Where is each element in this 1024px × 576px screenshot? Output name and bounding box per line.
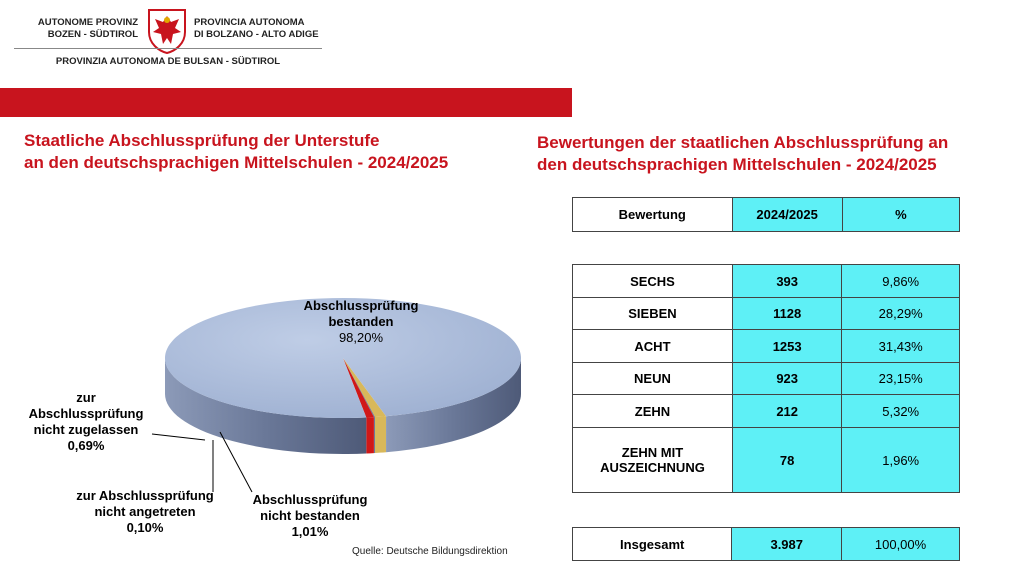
- header-cell-year: 2024/2025: [732, 198, 842, 232]
- grade-percent: 5,32%: [842, 395, 960, 428]
- chart-title-line1: Staatliche Abschlussprüfung der Unterstufe: [24, 131, 380, 150]
- table-row: [573, 265, 960, 298]
- grade-label: NEUN: [573, 363, 733, 395]
- header-right-line1: PROVINCIA AUTONOMA: [194, 17, 305, 28]
- grade-label: ACHT: [573, 330, 733, 363]
- table-title: [537, 132, 1017, 176]
- chart-title-line2: an den deutschsprachigen Mittelschulen - 2024/2025: [24, 153, 449, 172]
- grade-label: ZEHN: [573, 395, 733, 428]
- label-not-passed-value: 1,01%: [291, 524, 329, 539]
- total-row: [573, 528, 960, 561]
- label-not-attended-line1: zur Abschlussprüfung: [76, 488, 214, 503]
- table-title-line1: Bewertungen der staatlichen Abschlussprüfung an: [537, 133, 949, 152]
- leader-line-not-admitted: [152, 434, 205, 440]
- grade-label: SIEBEN: [573, 298, 733, 330]
- grade-percent: 23,15%: [842, 363, 960, 395]
- grade-count: 1128: [732, 298, 841, 330]
- label-not-admitted-line2: Abschlussprüfung: [28, 406, 144, 421]
- label-not-attended-value: 0,10%: [126, 520, 164, 535]
- label-not-passed-line2: nicht bestanden: [260, 508, 360, 523]
- grades-table: [572, 264, 960, 493]
- grade-label-line1: ZEHN MIT: [621, 445, 684, 460]
- source-note: Quelle: Deutsche Bildungsdirektion: [352, 546, 508, 557]
- grade-percent: 9,86%: [842, 265, 960, 298]
- table-row: [573, 363, 960, 395]
- label-not-admitted-line3: nicht zugelassen: [33, 422, 139, 437]
- label-passed-line2: bestanden: [328, 314, 394, 329]
- grade-label: SECHS: [573, 265, 733, 298]
- table-header: [572, 197, 960, 232]
- header-bottom-line: PROVINZIA AUTONOMA DE BULSAN - SÜDTIROL: [55, 56, 281, 67]
- total-percent: 100,00%: [842, 528, 960, 561]
- label-not-attended: [60, 488, 230, 536]
- header-right-line2: DI BOLZANO - ALTO ADIGE: [194, 29, 319, 40]
- grade-count: 923: [732, 363, 841, 395]
- label-passed: [276, 298, 446, 346]
- label-not-attended-line2: nicht angetreten: [94, 504, 196, 519]
- label-not-passed: [230, 492, 390, 540]
- pie-side-2: [374, 417, 375, 453]
- label-passed-value: 98,20%: [338, 330, 384, 345]
- header-left-line1: AUTONOME PROVINZ: [37, 17, 138, 28]
- table-row: [573, 395, 960, 428]
- grade-count: 78: [732, 428, 841, 493]
- label-not-admitted-value: 0,69%: [67, 438, 105, 453]
- total-count: 3.987: [732, 528, 842, 561]
- grade-count: 212: [732, 395, 841, 428]
- label-not-admitted-line1: zur: [76, 390, 96, 405]
- grade-percent: 1,96%: [842, 428, 960, 493]
- table-row: [573, 330, 960, 363]
- total-table: [572, 527, 960, 561]
- total-label: Insgesamt: [573, 528, 732, 561]
- header-left-line2: BOZEN - SÜDTIROL: [47, 29, 138, 40]
- label-not-admitted: [16, 390, 156, 454]
- grade-percent: 31,43%: [842, 330, 960, 363]
- table-row: [573, 428, 960, 493]
- header-cell-rating: Bewertung: [573, 198, 733, 232]
- pie-side-1: [375, 416, 386, 453]
- table-row: [573, 298, 960, 330]
- grade-percent: 28,29%: [842, 298, 960, 330]
- grade-label: [573, 428, 733, 493]
- pie-side-3: [366, 417, 374, 453]
- grade-label-line2: AUSZEICHNUNG: [600, 460, 705, 475]
- header-cell-percent: %: [842, 198, 959, 232]
- table-title-line2: den deutschsprachigen Mittelschulen - 2024/2025: [537, 155, 937, 174]
- grade-count: 393: [732, 265, 841, 298]
- label-passed-line1: Abschlussprüfung: [303, 298, 419, 313]
- grade-count: 1253: [732, 330, 841, 363]
- label-not-passed-line1: Abschlussprüfung: [252, 492, 368, 507]
